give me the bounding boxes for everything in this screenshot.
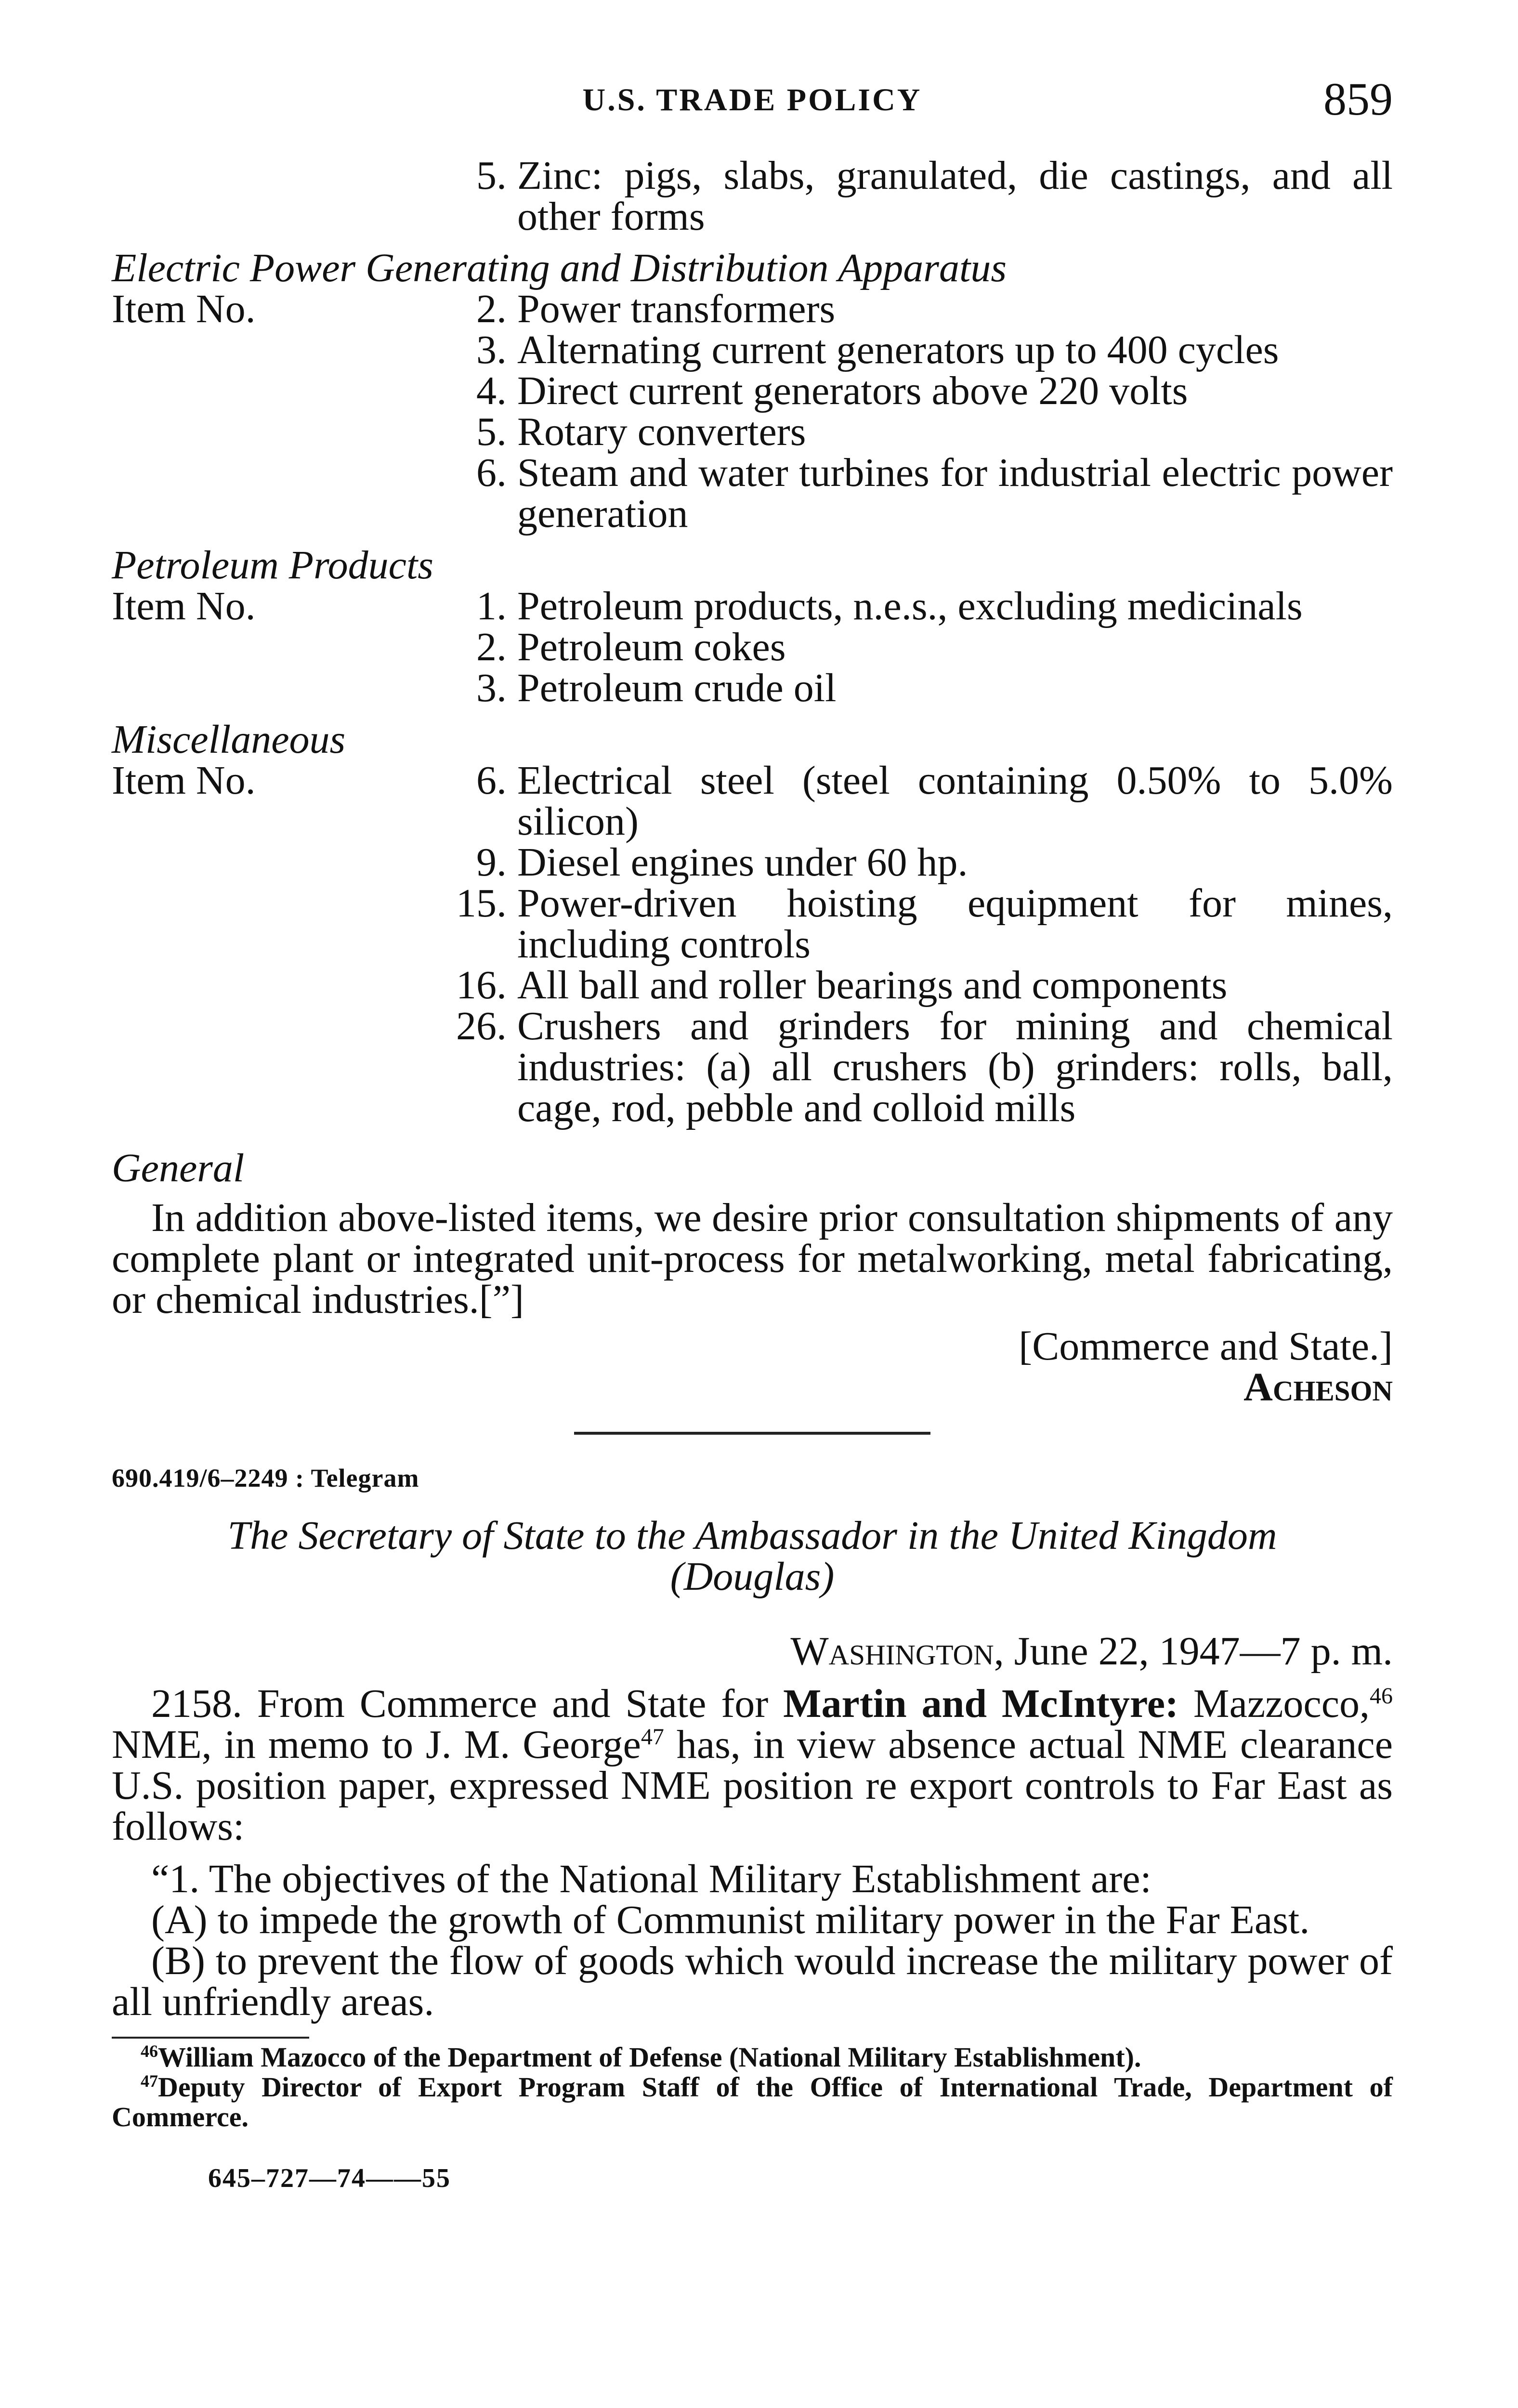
item-number: 6. <box>476 758 507 803</box>
footnote-ref: 46 <box>1370 1683 1393 1709</box>
item-text: Petroleum products, n.e.s., excluding medicinals <box>517 584 1303 628</box>
quote-item-a: (A) to impede the growth of Communist military power in the Far East. <box>151 1898 1310 1942</box>
attribution: [Commerce and State.] <box>1019 1324 1393 1369</box>
list-item <box>112 155 1393 237</box>
printer-line: 645–727—74——55 <box>208 2163 451 2193</box>
item-number: 3. <box>476 327 507 372</box>
page-body <box>112 155 1393 2199</box>
paragraph-text: has, in view absence actual NME clearance U.S. position paper, expressed NME position re export controls to Far East as follows: <box>112 1722 1393 1849</box>
paragraph-text: Mazzocco, <box>1178 1681 1370 1726</box>
dateline <box>112 1631 1393 1672</box>
footnote-mark: 46 <box>141 2042 158 2061</box>
paragraph-text: 2158. From Commerce and State for <box>151 1681 784 1726</box>
list-item <box>112 370 1393 411</box>
footnote-ref: 47 <box>641 1724 664 1750</box>
item-text: Petroleum cokes <box>517 625 786 669</box>
paragraph-telegram <box>112 1683 1393 1847</box>
list-item <box>112 1006 1393 1128</box>
list-item <box>112 760 1393 842</box>
item-lead: Item No. <box>112 287 256 331</box>
list-item <box>112 586 1393 627</box>
paragraph-text: NME, in memo to J. M. George <box>112 1722 641 1767</box>
item-number: 3. <box>476 666 507 710</box>
footnote-text: William Mazocco of the Department of Defense (National Military Establishment). <box>158 2042 1141 2073</box>
list-item <box>112 627 1393 667</box>
item-number: 2. <box>476 287 507 331</box>
dateline-date: , June 22, 1947—7 p. m. <box>994 1629 1393 1674</box>
item-number: 1. <box>476 584 507 628</box>
list-item <box>112 965 1393 1006</box>
footnote-divider <box>112 2037 309 2039</box>
item-number: 15. <box>456 881 507 926</box>
section-divider <box>574 1432 930 1435</box>
item-text: Rotary converters <box>517 409 806 454</box>
item-number: 4. <box>476 368 507 413</box>
list-item <box>112 842 1393 883</box>
list-item <box>112 452 1393 534</box>
paragraph-general: In addition above-listed items, we desire prior consultation shipments of any complete plant or integrated unit-process for metalworking, metal fabricating, or chemical industries.[”] <box>112 1195 1393 1322</box>
item-text: Alternating current generators up to 400 cycles <box>517 327 1279 372</box>
category-heading: Petroleum Products <box>112 543 433 588</box>
item-text: Direct current generators above 220 volts <box>517 368 1188 413</box>
list-item <box>112 411 1393 452</box>
item-number: 6. <box>476 450 507 495</box>
footnote <box>112 2072 1393 2132</box>
footnote <box>112 2042 1393 2072</box>
item-text: Power-driven hoisting equipment for mines, including controls <box>517 881 1393 967</box>
item-lead: Item No. <box>112 758 256 803</box>
quote-item-b: (B) to prevent the flow of goods which would increase the military power of all unfriendly areas. <box>112 1938 1393 2024</box>
footnote-text: Deputy Director of Export Program Staff of the Office of International Trade, Department of Commerce. <box>112 2071 1393 2133</box>
list-item <box>112 667 1393 708</box>
item-text: Diesel engines under 60 hp. <box>517 840 968 885</box>
dateline-place: Washington <box>790 1629 994 1674</box>
item-number: 2. <box>476 625 507 669</box>
page-header <box>112 72 1393 125</box>
item-text: Steam and water turbines for industrial electric power generation <box>517 450 1393 536</box>
item-text: All ball and roller bearings and components <box>517 963 1228 1008</box>
item-lead: Item No. <box>112 584 256 628</box>
item-number: 16. <box>456 963 507 1008</box>
item-text: Crushers and grinders for mining and chemical industries: (a) all crushers (b) grinders: rolls, ball, cage, rod, pebble and colloid mills <box>517 1004 1393 1130</box>
document-title-name: (Douglas) <box>670 1554 835 1599</box>
item-text: Petroleum crude oil <box>517 666 837 710</box>
category-heading: Electric Power Generating and Distribution Apparatus <box>112 246 1007 290</box>
list-item <box>112 288 1393 329</box>
signature: Acheson <box>1243 1365 1393 1410</box>
file-reference: 690.419/6–2249 : Telegram <box>112 1464 419 1492</box>
item-number: 5. <box>476 409 507 454</box>
list-item <box>112 883 1393 965</box>
item-number: 5. <box>476 153 507 198</box>
item-text: Power transformers <box>517 287 836 331</box>
running-head: U.S. TRADE POLICY <box>582 82 922 118</box>
recipient-names: Martin and McIntyre: <box>783 1681 1178 1726</box>
item-number: 26. <box>456 1004 507 1048</box>
category-heading: General <box>112 1146 245 1191</box>
list-item <box>112 329 1393 370</box>
category-heading: Miscellaneous <box>112 717 346 762</box>
item-text: Zinc: pigs, slabs, granulated, die castings, and all other forms <box>517 153 1393 239</box>
footnotes <box>112 2042 1393 2132</box>
quote-intro: “1. The objectives of the National Military Establishment are: <box>151 1857 1152 1901</box>
document-title: The Secretary of State to the Ambassador in the United Kingdom <box>227 1513 1277 1558</box>
page-number: 859 <box>1323 73 1393 125</box>
item-number: 9. <box>476 840 507 885</box>
footnote-mark: 47 <box>141 2071 158 2091</box>
item-text: Electrical steel (steel containing 0.50% to 5.0% silicon) <box>517 758 1393 844</box>
